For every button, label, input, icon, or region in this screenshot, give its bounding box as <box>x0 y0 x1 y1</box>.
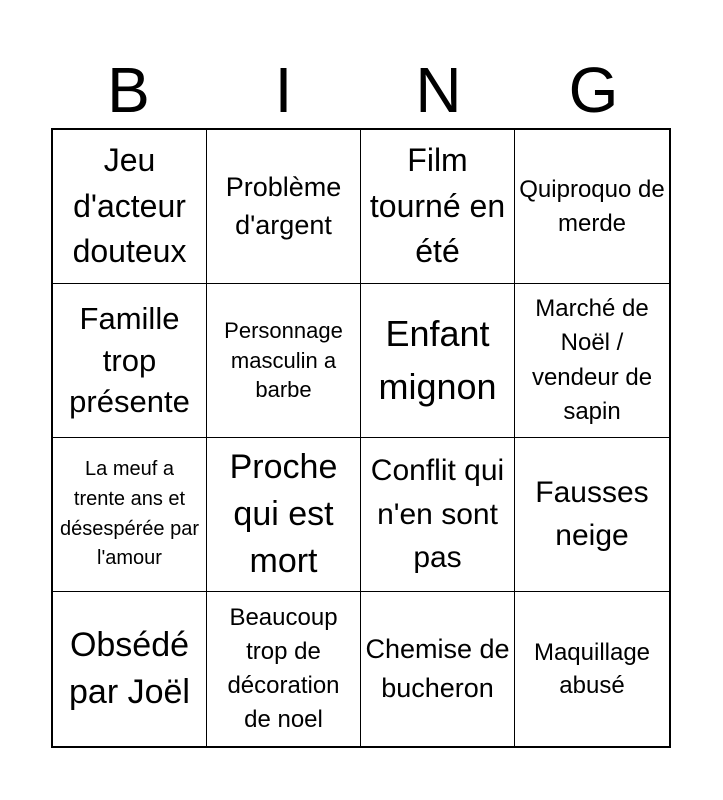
bingo-cell-text: Famille trop présente <box>69 300 190 420</box>
bingo-cell[interactable] <box>207 592 361 746</box>
bingo-cell-text: Beaucoup trop de décoration de noel <box>227 603 340 734</box>
bingo-cell[interactable] <box>361 284 515 438</box>
bingo-cell[interactable] <box>53 284 207 438</box>
bingo-cell-text: Proche qui est mort <box>229 448 338 580</box>
bingo-title <box>51 50 671 130</box>
bingo-grid <box>51 128 671 748</box>
bingo-cell-text: Obsédé par Joël <box>69 626 190 711</box>
bingo-cell[interactable] <box>53 130 207 284</box>
bingo-cell[interactable] <box>361 592 515 746</box>
title-letter-n: N <box>415 54 462 126</box>
bingo-cell[interactable] <box>361 438 515 592</box>
title-letter-b: B <box>107 54 150 126</box>
bingo-cell[interactable] <box>515 438 669 592</box>
bingo-cell-text: Maquillage abusé <box>533 638 651 699</box>
bingo-cell-text: Conflit qui n'en sont pas <box>370 454 505 575</box>
bingo-cell[interactable] <box>515 592 669 746</box>
bingo-cell[interactable] <box>361 130 515 284</box>
bingo-cell-text: Marché de Noël / vendeur de sapin <box>531 295 653 425</box>
bingo-cell-text: Chemise de bucheron <box>365 634 510 703</box>
bingo-cell-text: Personnage masculin a barbe <box>224 317 343 403</box>
bingo-cell-text: Fausses neige <box>535 475 649 552</box>
title-letter-i: I <box>274 54 293 126</box>
bingo-cell-text: Enfant mignon <box>378 313 497 407</box>
bingo-cell[interactable] <box>515 130 669 284</box>
bingo-cell-text: La meuf a trente ans et désespérée par l'amour <box>60 458 199 570</box>
bingo-cell[interactable] <box>207 438 361 592</box>
bingo-cell[interactable] <box>207 130 361 284</box>
bingo-cell-text: Jeu d'acteur douteux <box>72 141 187 270</box>
bingo-cell-text: Film tourné en été <box>369 141 506 270</box>
bingo-cell[interactable] <box>515 284 669 438</box>
bingo-cell-text: Quiproquo de merde <box>519 175 665 237</box>
title-letter-g: G <box>568 54 619 126</box>
bingo-cell[interactable] <box>207 284 361 438</box>
bingo-cell-text: Problème d'argent <box>225 171 342 240</box>
bingo-cell[interactable] <box>53 438 207 592</box>
bingo-cell[interactable] <box>53 592 207 746</box>
